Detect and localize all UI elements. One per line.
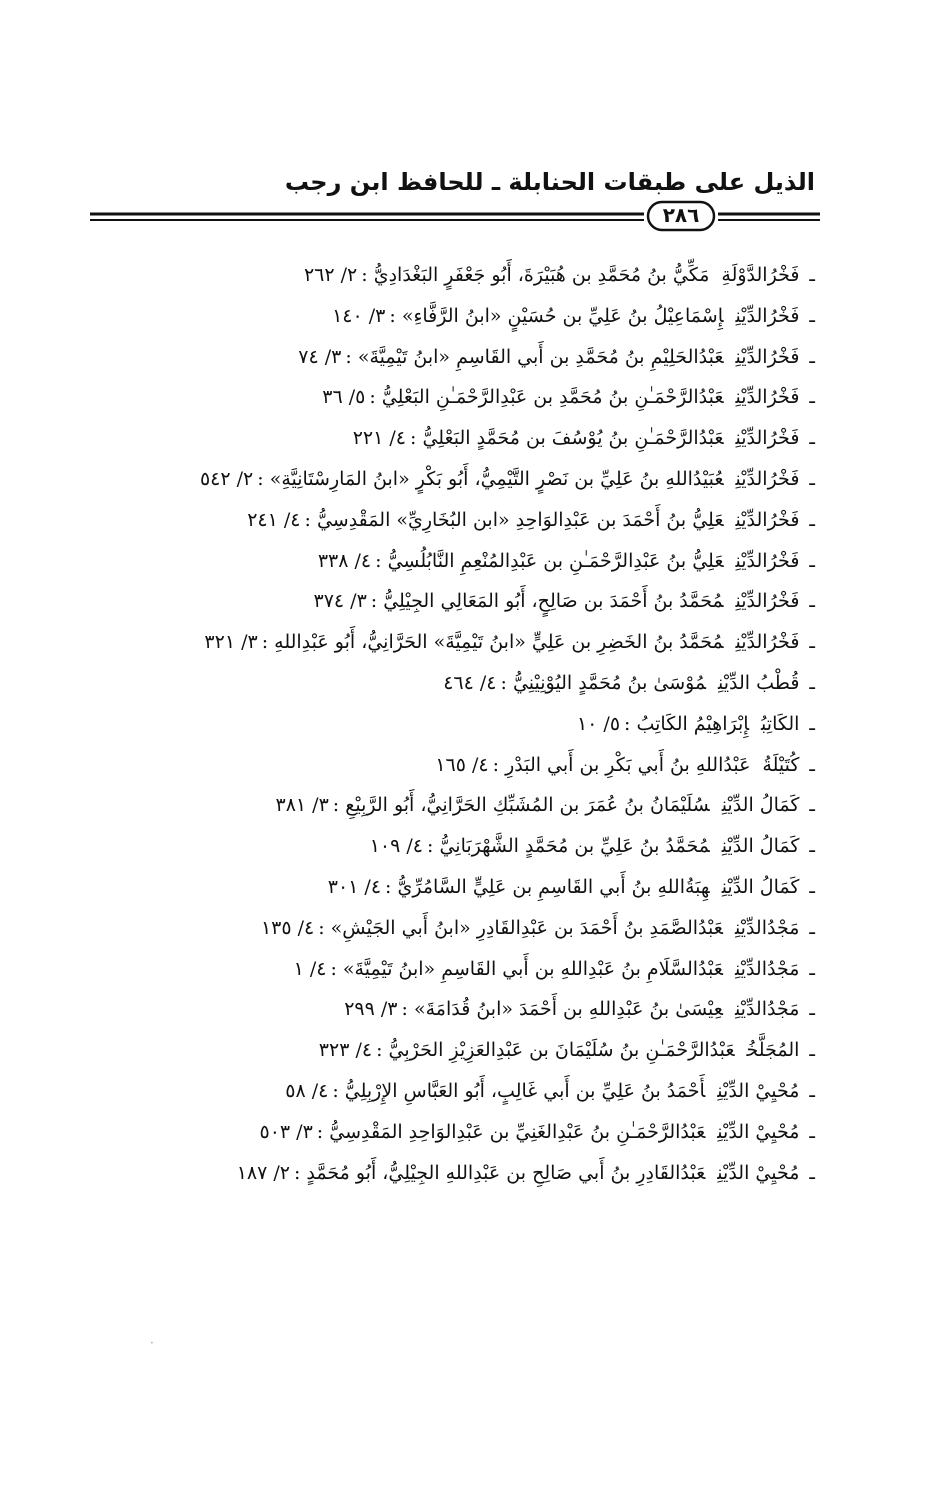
entry-name: عَبْدُالرَّحْمَـٰنِ بنُ سُلَيْمَانَ بن عَبْدِالعَزِيْزِ الحَرْبِيُّ : [376,1039,735,1062]
entry-laqab: فَخْرُالدِّيْنِ [735,590,800,613]
entry-laqab: فَخْرُالدَّوْلَةِ [721,264,800,286]
entry-name: إِبْرَاهِيْمُ الكَاتِبُ : [624,712,750,735]
entry-reference: ٢/ ١٨٧ [236,1161,290,1184]
running-title: الذيل على طبقات الحنابلة ـ للحافظ ابن رجب [284,168,815,196]
entry-reference: ٤/ ٣٣٨ [317,549,372,572]
entry-laqab: فَخْرُالدِّيْنِ [735,386,800,409]
entry-reference: ٤/ ١٠٩ [369,835,424,858]
entry-laqab: مُحْيِيْ الدِّيْنِ [717,1161,800,1184]
entry-reference: ٤/ ٣٢٣ [318,1039,373,1062]
entry-laqab: الكَاتِبُ [761,712,800,735]
index-entry: ـفَخْرُالدِّيْنِعُبَيْدُاللهِ بنُ عَلِيِّ بن نَصْرٍ التَّيْمِيُّ، أَبُو بَكْرٍ «ابنُ المَارِسْتَانِيَّةِ» :٢/ ٥٤٢ [199,467,815,490]
entry-reference: ٤/ ١ [293,957,327,980]
entry-laqab: كَمَالُ الدِّيْنِ [721,835,800,858]
entry-laqab: فَخْرُالدِّيْنِ [735,345,800,368]
entry-reference: ٢/ ٢٦٢ [303,264,358,286]
index-entry: ـكَمَالُ الدِّيْنِهِبَةُاللهِ بنُ أَبي القَاسِمِ بن عَلِيٍّ السَّامُرِّيُّ :٤/ ٣٠١ [327,875,815,898]
index-entry: ـفَخْرُالدَّوْلَةِمَكِّيُّ بنُ مُحَمَّدِ بن هُبَيْرَةَ، أَبُو جَعْفَرٍ البَغْدَادِيُّ :٢/ ٢٦٢ [303,264,815,286]
entry-name: هِبَةُاللهِ بنُ أَبي القَاسِمِ بن عَلِيٍّ السَّامُرِّيُّ : [385,875,710,898]
entry-name: عَبْدُالقَادِرِ بنُ أَبي صَالِحِ بن عَبْدِاللهِ الجِيْلِيُّ، أَبُو مُحَمَّدٍ : [293,1161,706,1184]
entry-name: سُلَيْمَانُ بنُ عُمَرَ بن المُشَبِّكِ الحَرَّانِيُّ، أَبُو الرَّبِيْعِ : [332,794,710,817]
index-entry: ـفَخْرُالدِّيْنِعَبْدُالرَّحْمَـٰنِ بنُ مُحَمَّدِ بن عَبْدِالرَّحْمَـٰنِ البَعْلِيُّ :٥/ ٣٦ [322,386,815,409]
entry-reference: ٥/ ١٠ [576,712,621,735]
entry-name: عَبْدُاللهِ بنُ أَبي بَكْرِ بن أَبي البَدْرِ : [492,753,751,776]
entry-laqab: مُحْيِيْ الدِّيْنِ [717,1079,800,1102]
index-entry: ـالمُجَلَّخُعَبْدُالرَّحْمَـٰنِ بنُ سُلَيْمَانَ بن عَبْدِالعَزِيْزِ الحَرْبِيُّ :٤/ ٣٢٣ [318,1039,815,1062]
entry-name: إِسْمَاعِيْلُ بنُ عَلِيِّ بن حُسَيْنٍ «ابنُ الرَّفَّاءِ» : [389,304,724,327]
index-entry: ـفَخْرُالدِّيْنِعَبْدُالحَلِيْمِ بنُ مُحَمَّدِ بن أَبي القَاسِمِ «ابنُ تَيْمِيَّةَ» :٣/ ٧٤ [298,345,815,368]
entry-reference: ٤/ ١٣٥ [260,916,315,939]
entry-reference: ٤/ ٣٠١ [327,875,382,898]
index-entry: ـفَخْرُالدِّيْنِعَلِيُّ بنُ عَبْدِالرَّحْمَـٰنِ بن عَبْدِالمُنْعِمِ النَّابُلُسِيُّ :٤/ ٣٣٨ [317,549,815,572]
entry-laqab: قُطْبُ الدِّيْنِ [717,671,800,694]
entry-laqab: فَخْرُالدِّيْنِ [735,427,800,450]
page-number: ٢٨٦ [662,203,700,227]
index-entry: ـفَخْرُالدِّيْنِمُحَمَّدُ بنُ أَحْمَدَ بن صَالِحٍ، أَبُو المَعَالِي الجِيْلِيُّ :٣/ ٣٧٤ [313,590,815,613]
entry-laqab: كَمَالُ الدِّيْنِ [721,875,800,898]
index-entry: ـمُحْيِيْ الدِّيْنِأَحْمَدُ بنُ عَلِيِّ بن أَبي غَالِبٍ، أَبُو العَبَّاسِ الإِرْبِلِيُّ :٤/ ٥٨ [285,1079,815,1102]
entry-name: عُبَيْدُاللهِ بنُ عَلِيِّ بن نَصْرٍ التَّيْمِيُّ، أَبُو بَكْرٍ «ابنُ المَارِسْتَانِيَّةِ» : [257,467,724,490]
index-entries [115,255,815,1193]
entry-laqab: مَجْدُالدِّيْنِ [734,957,800,980]
entry-reference: ٤/ ١٦٥ [435,753,489,776]
entry-laqab: كَمَالُ الدِّيْنِ [721,794,800,817]
index-entry: ـمَجْدُالدِّيْنِعَبْدُالصَّمَدِ بنُ أَحْمَدَ بن عَبْدِالقَادِرِ «ابنُ أَبي الجَيْشِ» :٤/ ١٣٥ [260,916,815,939]
entry-laqab: فَخْرُالدِّيْنِ [735,549,800,572]
header-rule [0,200,933,234]
entry-reference: ٥/ ٣٦ [322,386,366,409]
entry-name: عِيْسَىٰ بنُ عَبْدِاللهِ بن أَحْمَدَ «ابنُ قُدَامَةَ» : [401,998,723,1021]
index-entry: ـمَجْدُالدِّيْنِعِيْسَىٰ بنُ عَبْدِاللهِ بن أَحْمَدَ «ابنُ قُدَامَةَ» :٣/ ٢٩٩ [344,998,815,1021]
index-entry: ـقُطْبُ الدِّيْنِمُوْسَىٰ بنُ مُحَمَّدٍ اليُوْنِيْنِيُّ :٤/ ٤٦٤ [443,671,815,694]
entry-reference: ٣/ ٣٨١ [275,794,329,817]
index-entry: ـفَخْرُالدِّيْنِمُحَمَّدُ بنُ الخَضِرِ بن عَلِيٍّ «ابنُ تَيْمِيَّةَ» الحَرَّانِيُّ، أَبُو عَبْدِاللهِ :٣/ ٣٢١ [204,631,815,654]
entry-name: عَبْدُالسَّلَامِ بنُ عَبْدِاللهِ بن أَبي القَاسِمِ «ابنُ تَيْمِيَّةَ» : [330,957,723,980]
entry-name: مَكِّيُّ بنُ مُحَمَّدِ بن هُبَيْرَةَ، أَبُو جَعْفَرٍ البَغْدَادِيُّ : [361,264,710,286]
entry-name: أَحْمَدُ بنُ عَلِيِّ بن أَبي غَالِبٍ، أَبُو العَبَّاسِ الإِرْبِلِيُّ : [332,1079,706,1102]
index-entry: ـمُحْيِيْ الدِّيْنِعَبْدُالقَادِرِ بنُ أَبي صَالِحِ بن عَبْدِاللهِ الجِيْلِيُّ، أَبُو مُحَمَّدٍ :٢/ ١٨٧ [236,1161,815,1184]
entry-reference: ٣/ ٢٩٩ [344,998,398,1021]
index-entry: ـمَجْدُالدِّيْنِعَبْدُالسَّلَامِ بنُ عَبْدِاللهِ بن أَبي القَاسِمِ «ابنُ تَيْمِيَّةَ» :٤/ ١ [293,957,815,980]
index-entry: ـكُتَيْلَةُعَبْدُاللهِ بنُ أَبي بَكْرِ بن أَبي البَدْرِ :٤/ ١٦٥ [435,753,815,776]
entry-laqab: فَخْرُالدِّيْنِ [735,508,800,531]
entry-name: عَبْدُالصَّمَدِ بنُ أَحْمَدَ بن عَبْدِالقَادِرِ «ابنُ أَبي الجَيْشِ» : [318,916,723,939]
index-entry: ـكَمَالُ الدِّيْنِسُلَيْمَانُ بنُ عُمَرَ بن المُشَبِّكِ الحَرَّانِيُّ، أَبُو الرَّبِيْعِ :٣/ ٣٨١ [275,794,815,817]
entry-name: مُحَمَّدُ بنُ أَحْمَدَ بن صَالِحٍ، أَبُو المَعَالِي الجِيْلِيُّ : [370,590,724,613]
entry-name: عَلِيُّ بنُ عَبْدِالرَّحْمَـٰنِ بن عَبْدِالمُنْعِمِ النَّابُلُسِيُّ : [375,549,724,572]
entry-reference: ٤/ ٤٦٤ [443,671,497,694]
entry-name: عَلِيُّ بنُ أَحْمَدَ بن عَبْدِالوَاحِدِ «ابن البُخَارِيِّ» المَقْدِسِيُّ : [304,508,724,531]
entry-laqab: مَجْدُالدِّيْنِ [734,998,800,1021]
entry-laqab: فَخْرُالدِّيْنِ [735,467,800,490]
entry-laqab: فَخْرُالدِّيْنِ [735,631,800,654]
entry-reference: ٣/ ٥٠٣ [259,1120,313,1143]
entry-name: عَبْدُالرَّحْمَـٰنِ بنُ يُوْسُفَ بن مُحَمَّدٍ البَعْلِيُّ : [410,427,724,450]
entry-name: مُحَمَّدُ بنُ الخَضِرِ بن عَلِيٍّ «ابنُ تَيْمِيَّةَ» الحَرَّانِيُّ، أَبُو عَبْدِاللهِ : [261,631,724,654]
entry-name: عَبْدُالرَّحْمَـٰنِ بنُ عَبْدِالغَنِيِّ بن عَبْدِالوَاحِدِ المَقْدِسِيُّ : [316,1120,706,1143]
entry-reference: ٣/ ٣٢١ [204,631,258,654]
entry-name: مُوْسَىٰ بنُ مُحَمَّدٍ اليُوْنِيْنِيُّ : [500,671,706,694]
entry-reference: ٣/ ٣٧٤ [313,590,367,613]
entry-laqab: المُجَلَّخُ [746,1039,800,1062]
entry-reference: ٤/ ٥٨ [285,1079,329,1102]
index-entry: ـكَمَالُ الدِّيْنِمُحَمَّدُ بنُ عَلِيِّ بن مُحَمَّدٍ الشَّهْرَبَانِيُّ :٤/ ١٠٩ [369,835,815,858]
entry-laqab: مَجْدُالدِّيْنِ [734,916,800,939]
entry-reference: ٤/ ٢٤١ [247,508,301,531]
index-entry: ـفَخْرُالدِّيْنِإِسْمَاعِيْلُ بنُ عَلِيِّ بن حُسَيْنٍ «ابنُ الرَّفَّاءِ» :٣/ ١٤٠ [332,304,815,327]
index-entry: ـالكَاتِبُإِبْرَاهِيْمُ الكَاتِبُ :٥/ ١٠ [576,712,815,735]
index-entry: ـمُحْيِيْ الدِّيْنِعَبْدُالرَّحْمَـٰنِ بنُ عَبْدِالغَنِيِّ بن عَبْدِالوَاحِدِ المَقْدِسِيُّ :٣/ ٥٠٣ [259,1120,815,1143]
entry-reference: ٤/ ٢٢١ [352,427,406,450]
entry-laqab: مُحْيِيْ الدِّيْنِ [717,1120,800,1143]
index-entry: ـفَخْرُالدِّيْنِعَلِيُّ بنُ أَحْمَدَ بن عَبْدِالوَاحِدِ «ابن البُخَارِيِّ» المَقْدِسِيُّ :٤/ ٢٤١ [247,508,815,531]
entry-name: عَبْدُالحَلِيْمِ بنُ مُحَمَّدِ بن أَبي القَاسِمِ «ابنُ تَيْمِيَّةَ» : [345,345,724,368]
entry-reference: ٣/ ٧٤ [298,345,342,368]
index-entry: ـفَخْرُالدِّيْنِعَبْدُالرَّحْمَـٰنِ بنُ يُوْسُفَ بن مُحَمَّدٍ البَعْلِيُّ :٤/ ٢٢١ [352,427,815,450]
entry-reference: ٢/ ٥٤٢ [199,467,254,490]
entry-name: عَبْدُالرَّحْمَـٰنِ بنُ مُحَمَّدِ بن عَبْدِالرَّحْمَـٰنِ البَعْلِيُّ : [369,386,724,409]
stray-ink-mark: · [150,1336,154,1350]
entry-laqab: فَخْرُالدِّيْنِ [735,304,800,327]
entry-reference: ٣/ ١٤٠ [332,304,386,327]
entry-laqab: كُتَيْلَةُ [762,753,800,776]
entry-name: مُحَمَّدُ بنُ عَلِيِّ بن مُحَمَّدٍ الشَّهْرَبَانِيُّ : [427,835,710,858]
